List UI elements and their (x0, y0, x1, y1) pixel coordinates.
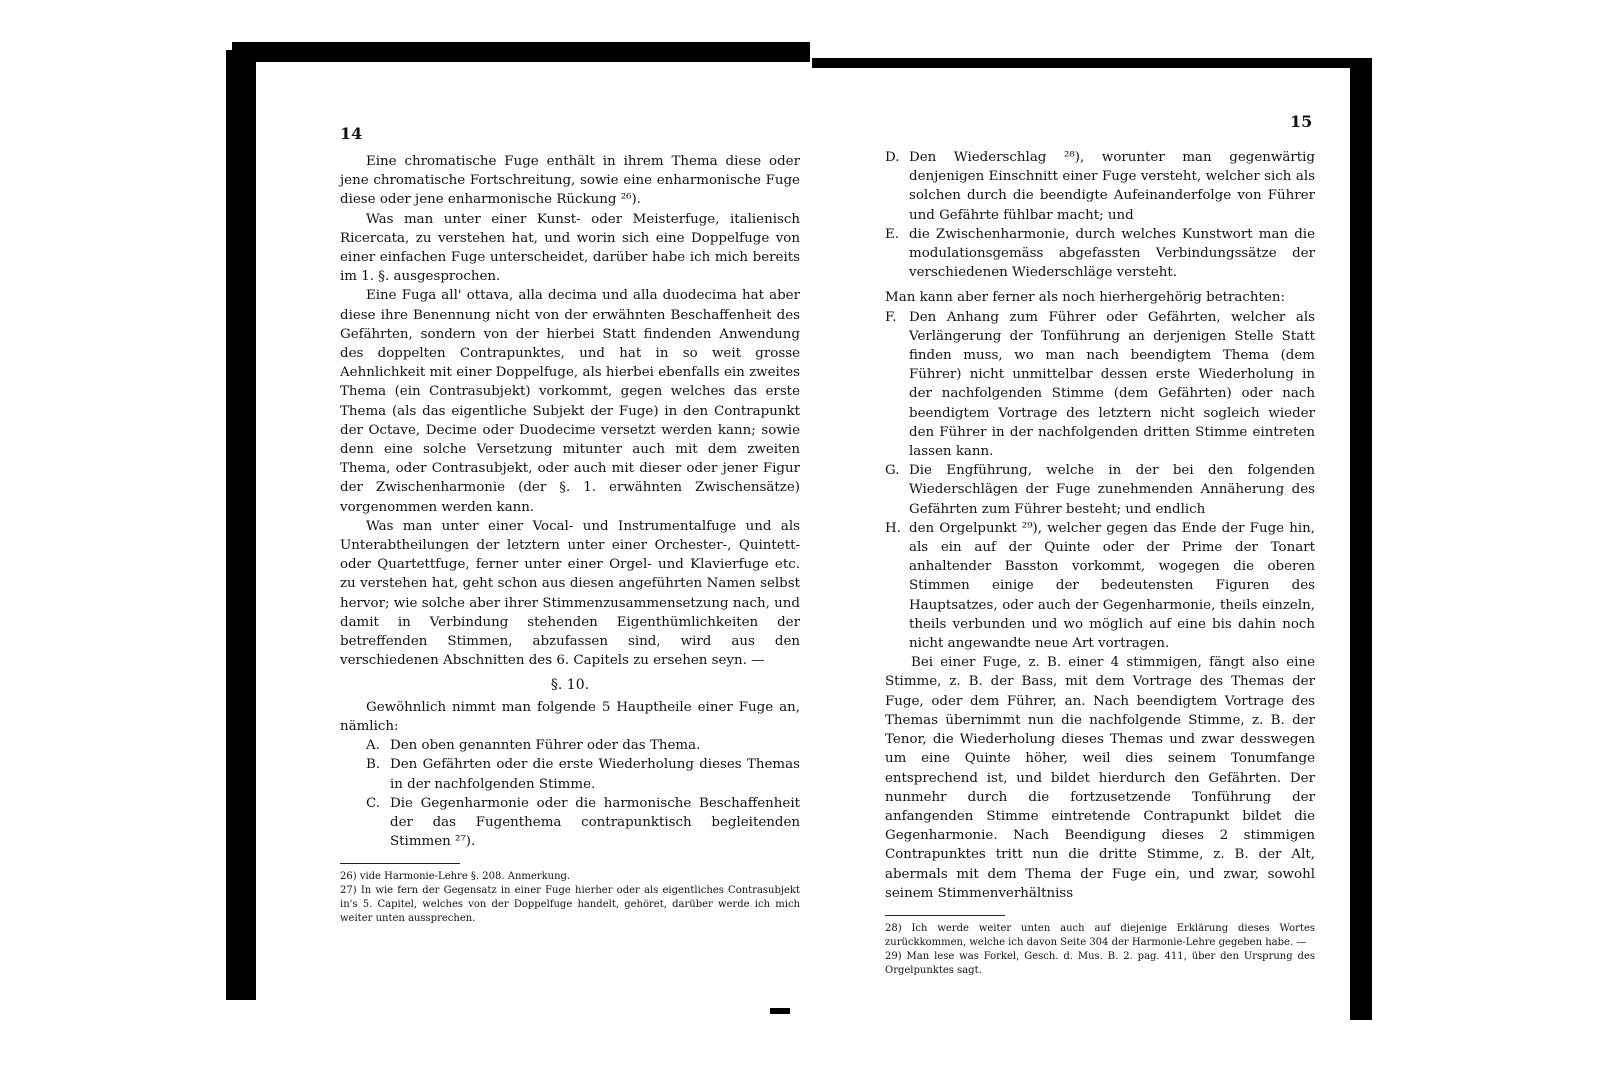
list-item (885, 519, 1315, 653)
list-item (885, 148, 1315, 225)
paragraph: Eine Fuga all' ottava, alla decima und alla duodecima hat aber diese ihre Benennung nicht von der erwähnten Beschaffenheit des Gefährten, sondern von der hierbei Statt findenden Anwendung des doppelten Contrapunktes, und hat in so weit grosse Aehnlichkeit mit einer Doppelfuge, als hierbei ebenfalls ein zweites Thema (ein Contrasubjekt) vorkommt, gegen welches das erste Thema (als das eigentliche Subjekt der Fuge) in den Contrapunkt der Octave, Decime oder Duodecime versetzt werden kann; sowie denn eine solche Versetzung mitunter auch mit dem zweiten Thema, oder Contrasubjekt, oder auch mit dieser oder jener Figur der Zwischenharmonie (der §. 1. erwähnten Zwischensätze) vorgenommen werden kann. (340, 288, 800, 515)
list-item (366, 755, 800, 793)
item-text: Den Gefährten oder die erste Wiederholung dieses Themas in der nachfolgenden Stimme. (390, 757, 800, 792)
left-page (340, 152, 800, 926)
item-label: A. (366, 738, 380, 754)
list-item (366, 794, 800, 852)
item-text: Den Anhang zum Führer oder Gefährten, welcher als Verlängerung der Tonführung an derjenigen Stelle Statt finden muss, wo man nach beendigtem Thema (dem Führer) nicht unmittelbar dessen erste Wiederholung in der nachfolgenden Stimme (dem Gefährten) oder nach beendigtem Vortrage des letztern nicht sogleich wieder den Führer in der nachfolgenden dritten Stimme eintreten lassen kann. (909, 309, 1315, 460)
item-label: B. (366, 757, 381, 773)
item-label: C. (366, 795, 381, 811)
item-label: G. (885, 463, 900, 479)
paragraph: Eine chromatische Fuge enthält in ihrem Thema diese oder jene chromatische Fortschreitung, sowie eine enharmonische Fuge diese oder jene enharmonische Rückung ²⁶). (340, 154, 800, 208)
item-text: Den Wiederschlag ²⁸), worunter man gegenwärtig denjenigen Einschnitt einer Fuge versteht, welcher sich als solchen durch die beendigte Aufeinanderfolge von Führer und Gefährte fühlbar macht; und (909, 150, 1315, 223)
top-edge-left (232, 42, 810, 62)
footnote-rule (885, 915, 1005, 916)
footnote: 29) Man lese was Forkel, Gesch. d. Mus. B. 2. pag. 411, über den Ursprung des Orgelpunktes sagt. (885, 950, 1315, 976)
section-intro: Man kann aber ferner als noch hierhergehörig betrachten: (885, 290, 1285, 306)
paragraph: Was man unter einer Vocal- und Instrumentalfuge und als Unterabtheilungen der letztern unter einer Orchester-, Quintett- oder Quartettfuge, ferner unter einer Orgel- und Klavierfuge etc. zu verstehen hat, geht schon aus diesen angeführten Namen selbst hervor; wie solche aber ihrer Stimmenzusammensetzung nach, und damit in Verbindung stehenden Eigenthümlichkeiten der betreffenden Stimmen, abzufassen sind, wird aus den verschiedenen Abschnitten des 6. Capitels zu ersehen seyn. — (340, 518, 800, 669)
item-text: die Zwischenharmonie, durch welches Kunstwort man die modulationsgemäss abgefassten Verbindungssätze der verschiedenen Wiederschläge versteht. (909, 226, 1315, 281)
footnote: 27) In wie fern der Gegensatz in einer Fuge hierher oder als eigentliches Contrasubjekt in's 5. Capitel, welches von der Doppelfuge handelt, gehöret, darüber werde ich mich weiter unten aussprechen. (340, 885, 800, 925)
paragraph: Bei einer Fuge, z. B. einer 4 stimmigen, fängt also eine Stimme, z. B. der Bass, mit dem Vortrage des Themas der Fuge, oder dem Führer, an. Nach beendigtem Vortrage des Themas übernimmt nun die nachfolgende Stimme, z. B. der Tenor, die Wiederholung dieses Themas und zwar desswegen um eine Quinte höher, weil dies seinem Tonumfange entsprechend ist, und bildet hierdurch den Gefährten. Der nunmehr durch die fortzusetzende Tonführung der anfangenden Stimme eintretende Contrapunkt bildet die Gegenharmonie. Nach Beendigung dieses 2 stimmigen Contrapunktes tritt nun die dritte Stimme, z. B. der Alt, abermals mit dem Thema der Fuge ein, und zwar, sowohl seinem Stimmenverhältniss (885, 655, 1315, 901)
list-item (885, 225, 1315, 283)
top-edge-right (812, 58, 1372, 68)
page-number-left: 14 (340, 124, 363, 143)
list-item (366, 736, 800, 755)
item-label: D. (885, 150, 900, 165)
item-text: Den oben genannten Führer oder das Thema. (390, 738, 701, 754)
item-text: Die Gegenharmonie oder die harmonische Beschaffenheit der das Fugenthema contrapunktisch begleitenden Stimmen ²⁷). (390, 795, 800, 850)
item-text: Die Engführung, welche in der bei den folgenden Wiederschlägen der Fuge zunehmenden Annäherung des Gefährten zum Führer besteht; und endlich (909, 463, 1315, 517)
footnote: 28) Ich werde weiter unten auch auf diejenige Erklärung dieses Wortes zurückkommen, welche ich davon Seite 304 der Harmonie-Lehre gegeben habe. — (885, 922, 1315, 948)
list-item (885, 308, 1315, 462)
item-label: H. (885, 520, 901, 536)
item-text: den Orgelpunkt ²⁹), welcher gegen das Ende der Fuge hin, als ein auf der Quinte oder der Prime der Tonart anhaltender Basston vorkommt, wogegen die oberen Stimmen einige der bedeutensten Figuren des Hauptsatzes, oder auch der Gegenharmonie, theils einzeln, theils verbunden und wo möglich auf eine bis dahin noch nicht angewandte neue Art vortragen. (909, 520, 1315, 652)
footnote-rule (340, 863, 460, 864)
bottom-mark (770, 1008, 790, 1014)
footnote: 26) vide Harmonie-Lehre §. 208. Anmerkung. (340, 871, 571, 883)
item-label: E. (885, 226, 900, 242)
right-page (885, 148, 1315, 978)
list-item (885, 461, 1315, 519)
page-number-right: 15 (1290, 112, 1313, 131)
paragraph: Was man unter einer Kunst- oder Meisterfuge, italienisch Ricercata, zu verstehen hat, und worin sich eine Doppelfuge von einer einfachen Fuge unterscheidet, darüber habe ich mich bereits im 1. §. ausgesprochen. (340, 211, 800, 285)
section-intro: Gewöhnlich nimmt man folgende 5 Hauptheile einer Fuge an, nämlich: (340, 699, 800, 734)
section-heading: §. 10. (550, 677, 590, 694)
right-edge (1350, 60, 1372, 1020)
left-edge (226, 50, 256, 1000)
item-label: F. (885, 309, 897, 325)
